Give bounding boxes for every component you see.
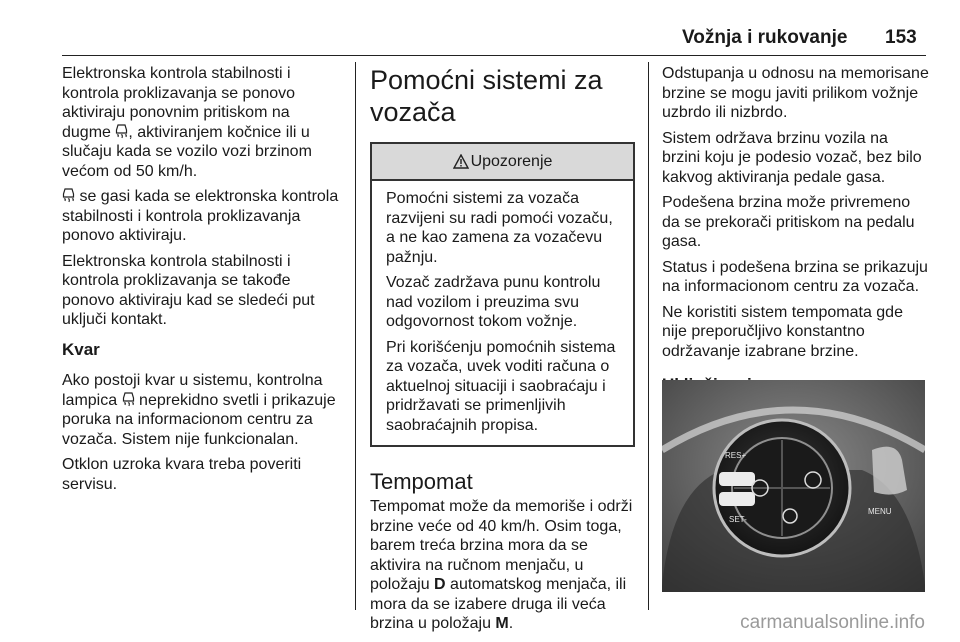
text: Tempomat može da memoriše i održi brzine veće od 40 km/h. Osim toga, barem treća brzina mora da se aktivira na ručnom menjaču, u položaju [370,498,633,593]
paragraph: Sistem održava brzinu vozila na brzini koju je podesio vozač, bez bilo kakvog aktiviranja pedale gasa. [662,129,922,186]
set-label: SET- [729,515,747,524]
header-title: Vožnja i rukovanje [682,27,848,48]
paragraph: Pomoćni sistemi za vozača razvijeni su radi pomoći vozaču, a ne kao zamena za vozačevu pažnju. [386,190,613,266]
paragraph: Vozač zadržava punu kontrolu nad vozilom i preuzima svu odgovornost tokom vožnje. [386,274,601,330]
text: se gasi kada se elektronska kontrola stabilnosti i kontrola proklizavanja ponovo aktiviraju. [62,188,339,244]
text: , aktiviranjem kočnice ili u slučaju kada se vozilo vozi brzinom većom od 50 km/h. [62,123,312,180]
page-number: 153 [885,27,917,48]
tempomat-title: Tempomat [370,469,473,494]
paragraph: Ne koristiti sistem tempomata gde nije preporučljivo konstantno održavanje izabrane brzine. [662,303,903,360]
esc-car-skid-icon [62,188,75,203]
paragraph [62,371,342,449]
paragraph: Otklon uzroka kvara treba poveriti servisu. [62,456,302,493]
column-1 [62,64,342,500]
warning-body [372,181,633,445]
warning-header [372,144,633,181]
steering-wheel-photo [662,380,925,592]
paragraph: Status i podešena brzina se prikazuju na informacionom centru za vozača. [662,258,928,295]
heading-kvar: Kvar [62,339,100,359]
warning-box [370,142,635,447]
paragraph [62,64,342,181]
column-2 [370,64,635,640]
watermark: carmanualsonline.info [740,612,925,633]
column-divider-2 [648,62,649,610]
gear-m: M [495,615,509,632]
text: Ako postoji kvar u sistemu, kontrolna lampica [62,372,323,409]
header-divider [62,55,926,56]
paragraph: Podešena brzina može privremeno da se prekorači pritiskom na pedalu gasa. [662,194,915,250]
text: automatskog menjača, ili mora da se izabere druga ili veća brzina u položaju [370,576,627,632]
gear-d: D [434,576,446,593]
text: neprekidno svetli i prikazuje poruka na informacionom centru za vozača. Sistem nije funkcionalan. [62,391,336,448]
paragraph: Elektronska kontrola stabilnosti i kontrola proklizavanja se takođe ponovo aktiviraju kad se sledeći put uključi kontakt. [62,252,315,328]
column-divider-1 [355,62,356,610]
paragraph: Pri korišćenju pomoćnih sistema za vozača, uvek voditi računa o aktuelnoj situaciji i saobraćaju i pridržavati se primenljivih saobraćajnih propisa. [386,338,616,434]
esc-car-skid-icon [115,124,128,139]
text: . [508,615,514,632]
warning-triangle-icon [453,154,469,169]
menu-label: MENU [868,507,892,516]
section-title: Pomoćni sistemi za vozača [370,65,603,127]
warning-label: Upozorenje [470,152,553,170]
paragraph [62,187,342,246]
res-label: RES+ [725,451,747,460]
esc-warning-lamp-icon [122,392,135,407]
paragraph [370,497,635,634]
text: Elektronska kontrola stabilnosti i kontrola proklizavanja se ponovo aktiviraju ponovnim pritiskom na dugme [62,65,296,141]
column-3 [662,64,930,407]
steering-wheel-illustration [662,380,925,592]
paragraph: Odstupanja u odnosu na memorisane brzine se mogu javiti prilikom vožnje uzbrdo ili nizbrdo. [662,65,929,121]
